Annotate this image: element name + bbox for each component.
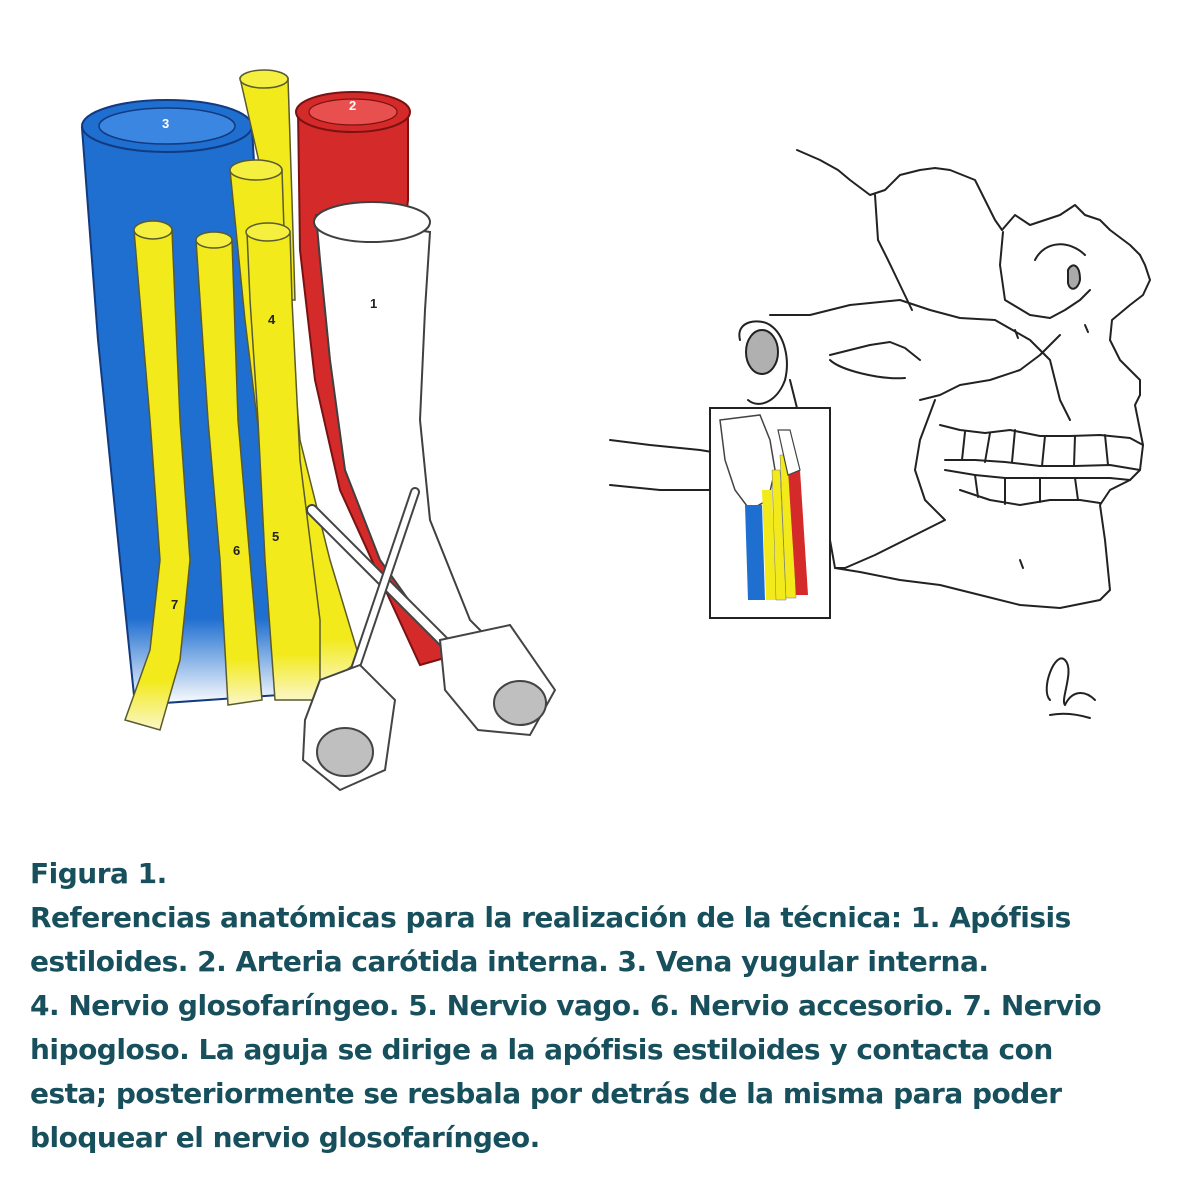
inset-box <box>710 408 830 618</box>
caption-line: hipogloso. La aguja se dirige a la apófisis estiloides y contacta con <box>30 1033 1053 1066</box>
caption-line: Referencias anatómicas para la realización de la técnica: 1. Apófisis <box>30 901 1071 934</box>
styloid-process <box>316 215 510 670</box>
caption-line: bloquear el nervio glosofaríngeo. <box>30 1121 540 1154</box>
figure-caption <box>30 852 1170 1160</box>
caption-line: estiloides. 2. Arteria carótida interna. 3. Vena yugular interna. <box>30 945 989 978</box>
upper-teeth <box>940 425 1143 445</box>
label-carotid: 2 <box>349 98 357 113</box>
caption-title: Figura 1. <box>30 857 167 890</box>
vessels-nerves-drawing <box>82 70 555 790</box>
label-hypoglossal: 7 <box>171 597 179 612</box>
label-accessory: 6 <box>233 543 241 558</box>
label-styloid: 1 <box>370 296 378 311</box>
mastoid-process <box>746 330 778 374</box>
skull-drawing <box>610 150 1150 718</box>
label-glossopharyngeal: 4 <box>268 312 276 327</box>
label-jugular: 3 <box>162 116 170 131</box>
label-vagus: 5 <box>272 529 280 544</box>
caption-line: 4. Nervio glosofaríngeo. 5. Nervio vago. 6. Nervio accesorio. 7. Nervio <box>30 989 1102 1022</box>
caption-line: esta; posteriormente se resbala por detrás de la misma para poder <box>30 1077 1062 1110</box>
artist-signature <box>1047 658 1095 718</box>
cranial-suture <box>797 150 1002 230</box>
lower-teeth <box>945 470 1130 480</box>
mandible <box>830 400 945 568</box>
